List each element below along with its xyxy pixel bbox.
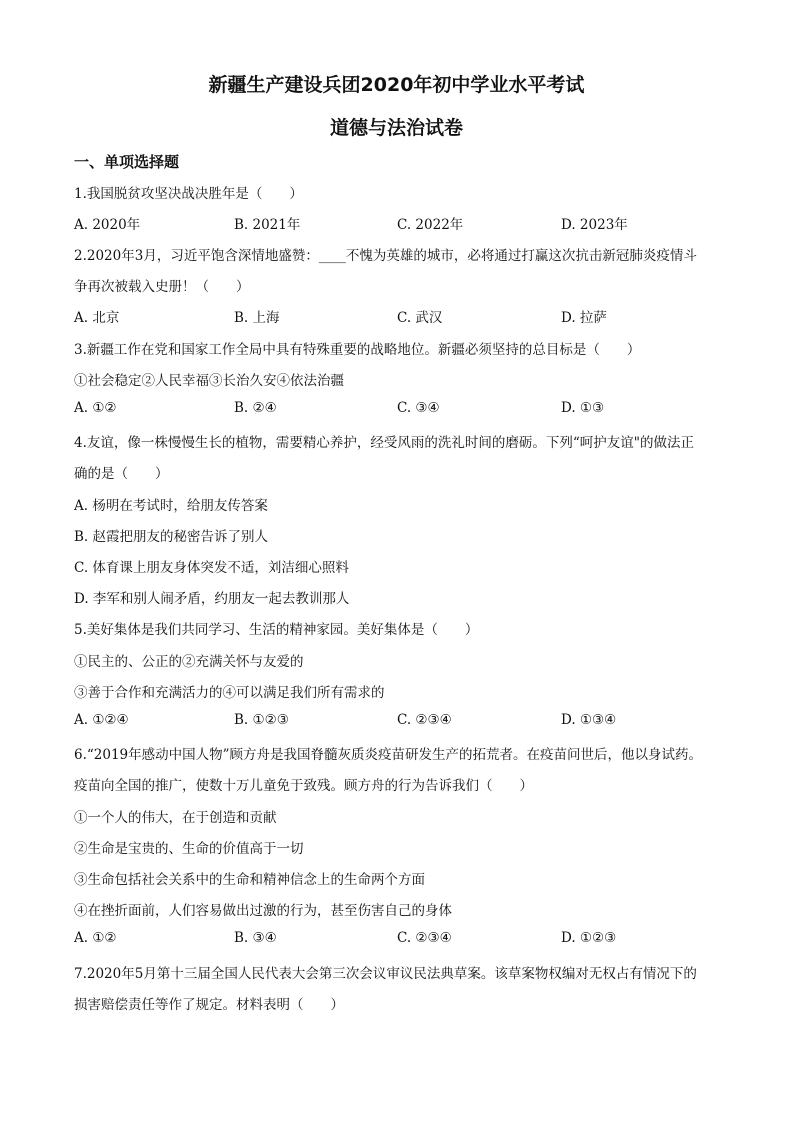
question-6-item-4: ④在挫折面前，人们容易做出过激的行为，甚至伤害自己的身体 [74, 903, 452, 919]
question-4: 4.友谊，像一株慢慢生长的植物，需要精心养护，经受风雨的洗礼时间的磨砺。下列“呵护友谊"的做法正 [74, 435, 694, 451]
option-a[interactable]: A. 2020年 [74, 217, 141, 233]
option-a[interactable]: A. 北京 [74, 310, 120, 326]
question-7-cont: 损害赔偿责任等作了规定。材料表明（ ） [74, 997, 344, 1013]
question-4-cont: 确的是（ ） [74, 466, 169, 482]
option-d[interactable]: D. ①③④ [561, 712, 617, 728]
option-b[interactable]: B. ②④ [234, 400, 277, 416]
option-c[interactable]: C. 体育课上朋友身体突发不适，刘洁细心照料 [74, 560, 349, 576]
question-3-items: ①社会稳定②人民幸福③长治久安④依法治疆 [74, 373, 344, 389]
option-d[interactable]: D. 李军和别人闹矛盾，约朋友一起去教训那人 [74, 591, 350, 607]
option-d[interactable]: D. ①②③ [561, 930, 617, 946]
question-6: 6.“2019年感动中国人物”顾方舟是我国脊髓灰质炎疫苗研发生产的拓荒者。在疫苗问世后，他以身试药。 [74, 747, 703, 763]
option-c[interactable]: C. 2022年 [397, 217, 464, 233]
question-3: 3.新疆工作在党和国家工作全局中具有特殊重要的战略地位。新疆必须坚持的总目标是（ ） [74, 342, 641, 358]
question-5-items-1: ①民主的、公正的②充满关怀与友爱的 [74, 654, 304, 670]
question-3-options [74, 400, 734, 420]
question-6-item-3: ③生命包括社会关系中的生命和精神信念上的生命两个方面 [74, 872, 425, 888]
question-1-options [74, 213, 734, 233]
exam-subtitle: 道德与法治试卷 [329, 117, 463, 139]
option-d[interactable]: D. 2023年 [561, 217, 628, 233]
option-c[interactable]: C. ②③④ [397, 712, 452, 728]
exam-title: 新疆生产建设兵团2020年初中学业水平考试 [208, 74, 585, 96]
question-2-options [74, 306, 734, 326]
question-5-options [74, 712, 734, 732]
question-1: 1.我国脱贫攻坚决战决胜年是（ ） [74, 186, 303, 202]
option-c[interactable]: C. ③④ [397, 400, 440, 416]
option-b[interactable]: B. 2021年 [234, 217, 301, 233]
option-c[interactable]: C. 武汉 [397, 310, 443, 326]
option-a[interactable]: A. ①② [74, 400, 117, 416]
question-2: 2.2020年3月，习近平饱含深情地盛赞：____不愧为英雄的城市，必将通过打赢这次抗击新冠肺炎疫情斗 [74, 248, 697, 264]
option-a[interactable]: A. ①②④ [74, 712, 129, 728]
question-2-cont: 争再次被载入史册！（ ） [74, 279, 250, 295]
question-6-cont: 疫苗向全国的推广，使数十万儿童免于致残。顾方舟的行为告诉我们（ ） [74, 778, 533, 794]
question-6-item-2: ②生命是宝贵的、生命的价值高于一切 [74, 841, 304, 857]
option-c[interactable]: C. ②③④ [397, 930, 452, 946]
question-5-items-2: ③善于合作和充满活力的④可以满足我们所有需求的 [74, 685, 385, 701]
question-6-options [74, 930, 734, 950]
section-heading: 一、单项选择题 [74, 153, 180, 171]
option-b[interactable]: B. 上海 [234, 310, 280, 326]
question-5: 5.美好集体是我们共同学习、生活的精神家园。美好集体是（ ） [74, 622, 479, 638]
option-b[interactable]: B. ③④ [234, 930, 277, 946]
option-a[interactable]: A. 杨明在考试时，给朋友传答案 [74, 498, 268, 514]
option-d[interactable]: D. ①③ [561, 400, 605, 416]
option-b[interactable]: B. 赵霞把朋友的秘密告诉了别人 [74, 529, 269, 545]
option-b[interactable]: B. ①②③ [234, 712, 289, 728]
option-a[interactable]: A. ①② [74, 930, 117, 946]
question-6-item-1: ①一个人的伟大，在于创造和贡献 [74, 810, 277, 826]
question-7: 7.2020年5月第十三届全国人民代表大会第三次会议审议民法典草案。该草案物权编对无权占有情况下的 [74, 966, 697, 982]
option-d[interactable]: D. 拉萨 [561, 310, 607, 326]
